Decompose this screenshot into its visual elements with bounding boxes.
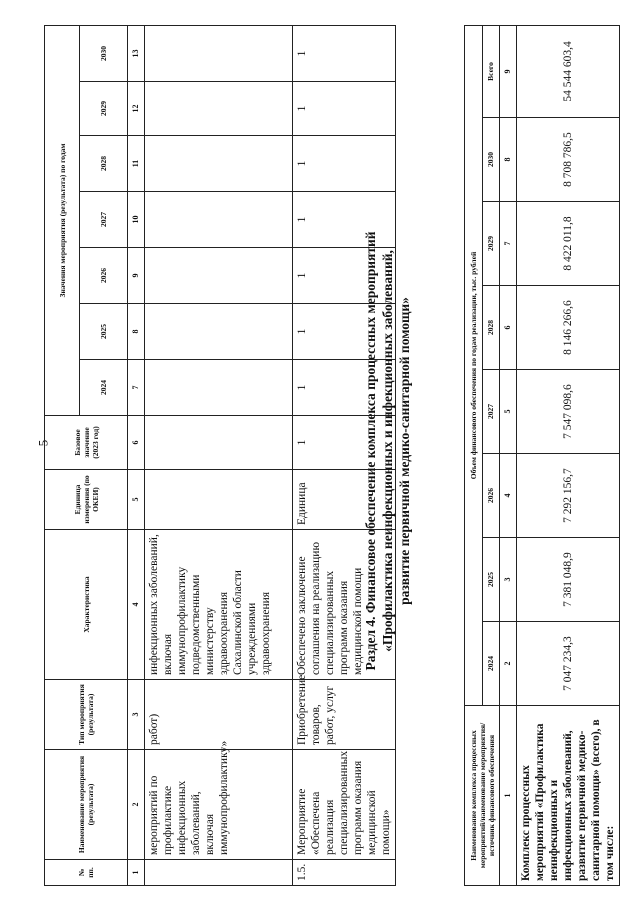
row-value: 7 381 048,9 xyxy=(517,538,620,622)
column-index: 5 xyxy=(500,370,517,454)
column-index: 1 xyxy=(128,860,145,886)
row-value xyxy=(145,192,293,248)
header-base: Базовое значение (2023 год) xyxy=(45,416,128,470)
row-type: работ) xyxy=(145,680,293,750)
header-total: Всего xyxy=(482,25,500,117)
row-num: 1.5. xyxy=(293,860,396,886)
header-year: 2029 xyxy=(80,82,128,136)
row-value: 8 708 786,5 xyxy=(517,118,620,202)
header-type: Тип мероприятия (результата) xyxy=(45,680,128,750)
row-base: 1 xyxy=(293,416,396,470)
row-value: 1 xyxy=(293,248,396,304)
row-value: 8 146 266,6 xyxy=(517,286,620,370)
row-value: 7 292 156,7 xyxy=(517,454,620,538)
header-year: 2027 xyxy=(482,370,500,454)
section-heading-line: «Профилактика неинфекционных и инфекционных заболеваний, xyxy=(380,250,395,652)
header-year: 2027 xyxy=(80,192,128,248)
results-table xyxy=(44,25,396,886)
row-value: 1 xyxy=(293,25,396,81)
section-heading-line: развитие первичной медико-санитарной помощи» xyxy=(397,297,412,605)
column-index: 6 xyxy=(500,286,517,370)
header-name: Наименование комплекса процессных мероприятий/наименование мероприятия/источник финансового обеспечения xyxy=(465,706,500,886)
column-index: 2 xyxy=(128,750,145,860)
column-index: 4 xyxy=(500,454,517,538)
column-index: 12 xyxy=(128,82,145,136)
row-value: 7 547 098,6 xyxy=(517,370,620,454)
header-years-group: Значения мероприятия (результата) по годам xyxy=(45,25,80,415)
header-year: 2025 xyxy=(482,538,500,622)
header-year: 2030 xyxy=(482,118,500,202)
page-number: 5 xyxy=(35,439,51,447)
header-year: 2024 xyxy=(80,360,128,416)
header-characteristic: Характеристика xyxy=(45,530,128,680)
row-value: 1 xyxy=(293,304,396,360)
row-base xyxy=(145,416,293,470)
row-value: 1 xyxy=(293,192,396,248)
row-value xyxy=(145,136,293,192)
column-index: 5 xyxy=(128,470,145,530)
section-heading xyxy=(362,106,413,796)
column-index: 13 xyxy=(128,25,145,81)
header-year: 2028 xyxy=(80,136,128,192)
column-index: 1 xyxy=(500,706,517,886)
row-value: 1 xyxy=(293,82,396,136)
row-label: Комплекс процессных мероприятий «Профилактика неинфекционных и инфекционных заболеваний, развитие первичной медико-санитарной помощи» (всего), в том числе: xyxy=(517,706,620,886)
column-index: 11 xyxy=(128,136,145,192)
column-index: 7 xyxy=(128,360,145,416)
row-value xyxy=(145,304,293,360)
row-type: Приобретение товаров, работ, услуг xyxy=(293,680,396,750)
row-name: Мероприятие «Обеспечена реализация специализированных программ оказания медицинской помощи» xyxy=(293,750,396,860)
column-index: 7 xyxy=(500,202,517,286)
section-heading-line: Раздел 4. Финансовое обеспечение комплекса процессных мероприятий xyxy=(363,231,378,671)
row-value: 1 xyxy=(293,360,396,416)
column-index: 6 xyxy=(128,416,145,470)
row-num xyxy=(145,860,293,886)
row-characteristic: инфекционных заболеваний, включая иммунопрофилактику подведомственными министерству здравоохранения Сахалинской области учреждениями здравоохранения xyxy=(145,530,293,680)
header-year: 2028 xyxy=(482,286,500,370)
column-index: 8 xyxy=(128,304,145,360)
row-value: 7 047 234,3 xyxy=(517,622,620,706)
financing-table xyxy=(464,25,620,886)
header-year: 2024 xyxy=(482,622,500,706)
column-index: 4 xyxy=(128,530,145,680)
landscape-content xyxy=(44,26,616,886)
column-index: 8 xyxy=(500,118,517,202)
column-index: 3 xyxy=(128,680,145,750)
row-value xyxy=(145,82,293,136)
column-index: 9 xyxy=(500,25,517,117)
header-year: 2030 xyxy=(80,25,128,81)
table-row xyxy=(517,25,620,885)
row-unit: Единица xyxy=(293,470,396,530)
row-total: 54 544 603,4 xyxy=(517,25,620,117)
header-year: 2025 xyxy=(80,304,128,360)
column-index: 9 xyxy=(128,248,145,304)
column-index-row xyxy=(128,25,145,885)
header-year: 2026 xyxy=(80,248,128,304)
row-characteristic: Обеспечено заключение соглашения на реализацию специализированных программ оказания медицинской помощи xyxy=(293,530,396,680)
row-unit xyxy=(145,470,293,530)
row-name: мероприятий по профилактике инфекционных заболеваний, включая иммунопрофилактику» xyxy=(145,750,293,860)
column-index: 3 xyxy=(500,538,517,622)
header-unit: Единица измерения (по ОКЕИ) xyxy=(45,470,128,530)
row-value xyxy=(145,248,293,304)
header-group: Объем финансового обеспечения по годам реализации, тыс. рублей xyxy=(465,25,483,705)
header-num: № пп. xyxy=(45,860,128,886)
header-year: 2026 xyxy=(482,454,500,538)
table-row xyxy=(145,25,293,885)
column-index-row xyxy=(500,25,517,885)
header-year: 2029 xyxy=(482,202,500,286)
row-value xyxy=(145,25,293,81)
header-name: Наименование мероприятия (результата) xyxy=(45,750,128,860)
column-index: 2 xyxy=(500,622,517,706)
column-index: 10 xyxy=(128,192,145,248)
row-value xyxy=(145,360,293,416)
row-value: 1 xyxy=(293,136,396,192)
row-value: 8 422 011,8 xyxy=(517,202,620,286)
